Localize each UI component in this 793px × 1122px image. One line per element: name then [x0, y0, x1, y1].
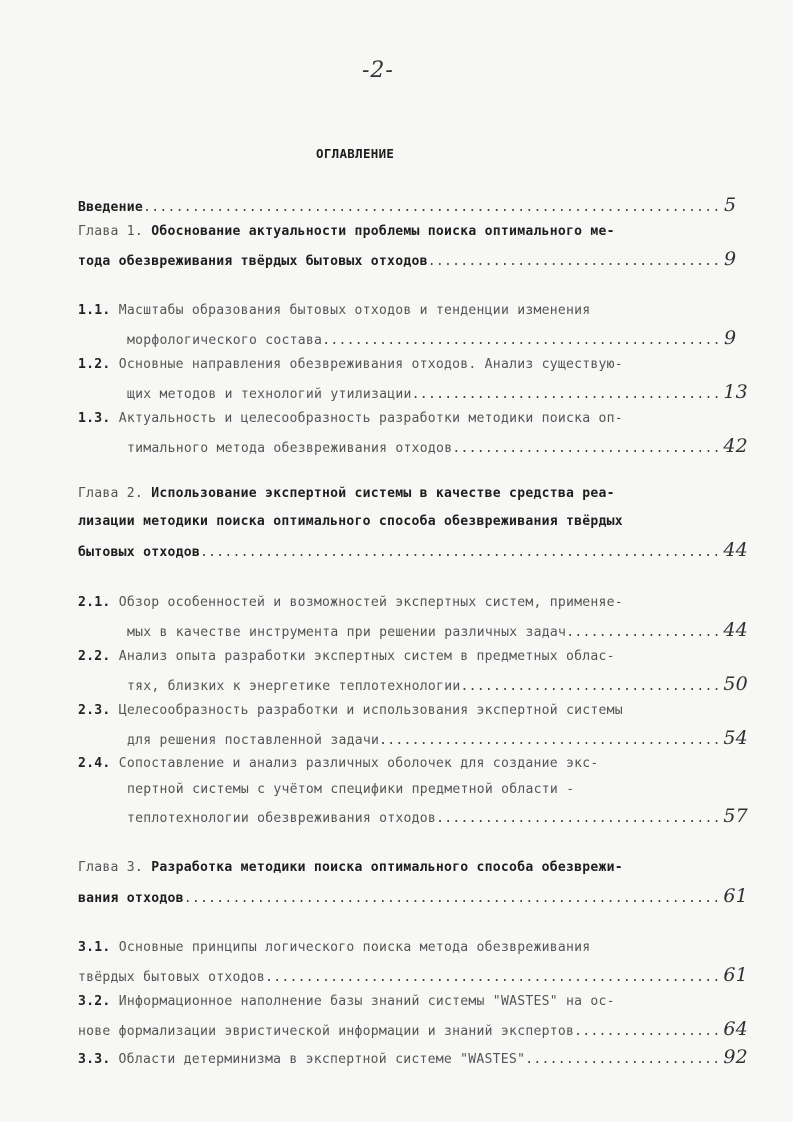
- toc-section-1-2-cont: [127, 381, 748, 403]
- section-title-line1: Анализ опыта разработки экспертных систем в предметных облас-: [118, 649, 615, 664]
- chapter-1-title-line2: тода обезвреживания твёрдых бытовых отходов: [78, 254, 428, 269]
- toc-chapter-3: [78, 857, 748, 879]
- dot-leader: [574, 1021, 719, 1040]
- toc-section-2-2-cont: [127, 673, 748, 695]
- section-page: 61: [723, 964, 748, 986]
- chapter-3-title-line1: Разработка методики поиска оптимального способа обезврежи-: [151, 860, 623, 875]
- section-title-line2: пертной системы с учётом специфики предметной области -: [127, 782, 575, 797]
- section-title-line1: Сопоставление и анализ различных оболочек для создание экс-: [118, 756, 599, 771]
- chapter-2-title-line1: Использование экспертной системы в качестве средства реа-: [151, 486, 615, 501]
- toc-section-1-3: [78, 408, 748, 430]
- toc-section-2-3: [78, 700, 748, 722]
- section-number: 2.2.: [78, 649, 111, 664]
- section-title-line3: теплотехнологии обезвреживания отходов: [127, 811, 437, 826]
- section-page: 13: [723, 381, 748, 403]
- chapter-2-prefix: Глава 2.: [78, 486, 152, 501]
- dot-leader: [200, 542, 719, 561]
- chapter-1-title-line1: Обоснование актуальности проблемы поиска оптимального ме-: [151, 224, 615, 239]
- section-page: 57: [723, 805, 748, 827]
- section-title-line1: Обзор особенностей и возможностей экспертных систем, применяе-: [118, 595, 623, 610]
- section-title-line1: Информационное наполнение базы знаний системы "WASTES" на ос-: [118, 994, 615, 1009]
- toc-section-2-4-cont2: [127, 805, 748, 827]
- section-number: 2.3.: [78, 703, 111, 718]
- toc-chapter-1-cont: [78, 248, 748, 270]
- toc-title: ОГЛАВЛЕНИЕ: [316, 146, 395, 161]
- section-title-line1: Основные направления обезвреживания отходов. Анализ существую-: [118, 357, 623, 372]
- toc-section-3-2-cont: [78, 1018, 748, 1040]
- section-number: 1.3.: [78, 411, 111, 426]
- section-page: 92: [723, 1046, 748, 1068]
- section-title-line2: для решения поставленной задачи: [127, 733, 380, 748]
- chapter-2-title-line2: лизации методики поиска оптимального способа обезвреживания твёрдых: [78, 514, 623, 529]
- toc-chapter-3-cont: [78, 885, 748, 907]
- dot-leader: [428, 251, 720, 270]
- toc-section-3-3: [78, 1046, 748, 1068]
- section-page: 54: [723, 727, 748, 749]
- toc-section-3-1: [78, 937, 748, 959]
- page-number: -2-: [362, 58, 394, 83]
- dot-leader: [322, 330, 720, 349]
- section-title-line1: Актуальность и целесообразность разработки методики поиска оп-: [118, 411, 623, 426]
- toc-section-3-2: [78, 991, 748, 1013]
- toc-section-1-1-cont: [127, 327, 748, 349]
- section-title-line1: Области детерминизма в экспертной системе "WASTES": [118, 1052, 526, 1067]
- dot-leader: [265, 967, 719, 986]
- dot-leader: [379, 730, 719, 749]
- section-number: 3.1.: [78, 940, 111, 955]
- toc-section-1-3-cont: [127, 435, 748, 457]
- section-number: 2.1.: [78, 595, 111, 610]
- dot-leader: [436, 808, 719, 827]
- section-title-line1: Масштабы образования бытовых отходов и тенденции изменения: [118, 303, 591, 318]
- section-title-line2: твёрдых бытовых отходов: [78, 970, 266, 985]
- toc-chapter-2-cont2: [78, 539, 748, 561]
- section-title-line2: тях, близких к энергетике теплотехнологии: [127, 679, 461, 694]
- section-number: 1.1.: [78, 303, 111, 318]
- dot-leader: [412, 384, 720, 403]
- section-title-line2: морфологического состава: [127, 333, 323, 348]
- dot-leader: [143, 197, 720, 216]
- section-page: 64: [723, 1018, 748, 1040]
- section-number: 2.4.: [78, 756, 111, 771]
- toc-section-3-1-cont: [78, 964, 748, 986]
- chapter-3-page: 61: [723, 885, 748, 907]
- section-number: 1.2.: [78, 357, 111, 372]
- toc-section-2-3-cont: [127, 727, 748, 749]
- dot-leader: [452, 438, 719, 457]
- dot-leader: [184, 888, 720, 907]
- section-number: 3.3.: [78, 1052, 111, 1067]
- section-title-line2: нове формализации эвристической информации и знаний экспертов: [78, 1024, 575, 1039]
- section-page: 9: [724, 327, 737, 349]
- section-title-line2: мых в качестве инструмента при решении различных задач: [127, 625, 567, 640]
- section-number: 3.2.: [78, 994, 111, 1009]
- toc-section-1-1: [78, 300, 748, 322]
- chapter-2-title-line3: бытовых отходов: [78, 545, 200, 560]
- toc-section-2-4-cont: [127, 779, 748, 801]
- toc-chapter-1: [78, 221, 748, 243]
- section-page: 42: [723, 435, 748, 457]
- chapter-3-title-line2: вания отходов: [78, 891, 184, 906]
- toc-entry-introduction: [78, 194, 748, 216]
- toc-section-1-2: [78, 354, 748, 376]
- section-title-line2: щих методов и технологий утилизации: [127, 387, 412, 402]
- dot-leader: [460, 676, 719, 695]
- chapter-1-page: 9: [724, 248, 737, 270]
- introduction-label: Введение: [78, 200, 144, 215]
- chapter-2-page: 44: [723, 539, 748, 561]
- toc-section-2-4: [78, 753, 748, 775]
- dot-leader: [525, 1049, 719, 1068]
- toc-section-2-1: [78, 592, 748, 614]
- toc-section-2-1-cont: [127, 619, 748, 641]
- section-title-line2: тимального метода обезвреживания отходов: [127, 441, 453, 456]
- toc-section-2-2: [78, 646, 748, 668]
- toc-chapter-2: [78, 483, 748, 505]
- dot-leader: [566, 622, 719, 641]
- toc-chapter-2-cont: [78, 511, 748, 533]
- section-page: 44: [723, 619, 748, 641]
- section-page: 50: [723, 673, 748, 695]
- section-title-line1: Целесообразность разработки и использования экспертной системы: [118, 703, 623, 718]
- chapter-3-prefix: Глава 3.: [78, 860, 152, 875]
- chapter-1-prefix: Глава 1.: [78, 224, 152, 239]
- introduction-page: 5: [724, 194, 737, 216]
- section-title-line1: Основные принципы логического поиска метода обезвреживания: [118, 940, 591, 955]
